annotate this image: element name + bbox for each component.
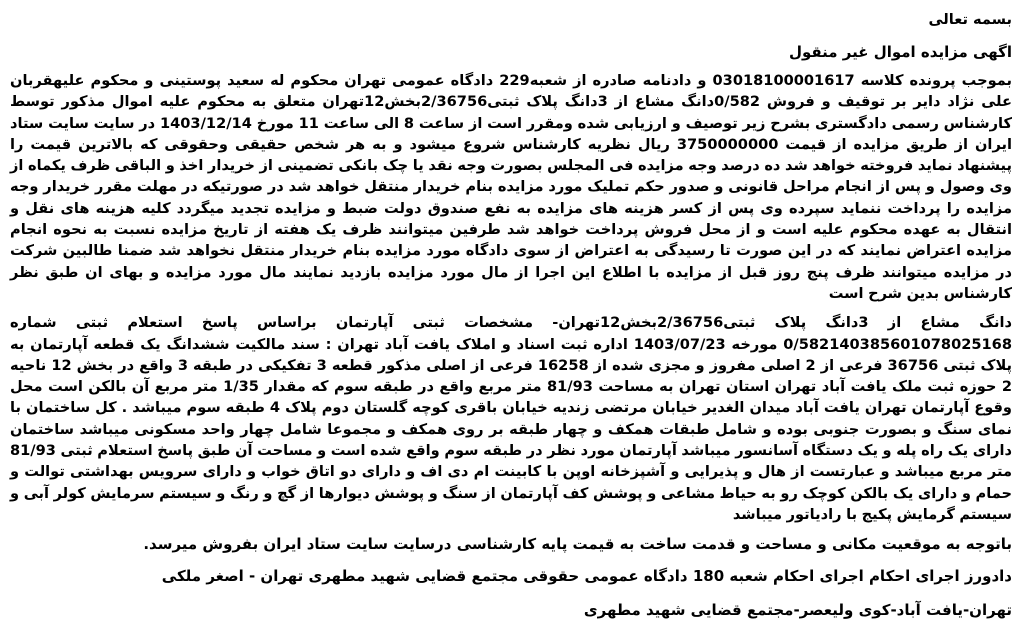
sale-basis-line: باتوجه به موقعیت مکانی و مساحت و قدمت ساخت به قیمت پایه کارشناسی درسایت سایت ستاد ایران بفروش میرسد. [143, 535, 1012, 554]
notice-title: اگهی مزایده اموال غیر منقول [788, 43, 1012, 61]
property-description-paragraph: دانگ مشاع از 3دانگ پلاک ثبتی2/36756بخش12تهران- مشخصات ثبتی آپارتمان براساس پاسخ استعلام ثبتی شماره 0/582140385601078025168 مورخه 1403/07/23 اداره ثبت اسناد و املاک یافت آباد تهران : سند مالکیت ششدانگ یک قطعه آپارتمان به پلاک ثبتی 36756 فرعی از 2 اصلی مفروز و مجزی شده از 16258 فرعی از اصلی مذکور قطعه 3 تفکیکی در طبقه 3 واقع در بخش 12 ناحیه 2 حوزه ثبت ملک یافت آباد تهران استان تهران به مساحت 81/93 متر مربع واقع در طبقه سوم که مقدار 1/35 متر مربع آن بالکن است محل وقوع آپارتمان تهران یافت آباد میدان الغدیر خیابان مرتضی زندیه خیابان باقری کوچه گلستان دوم پلاک 4 طبقه سوم میباشد . کل ساختمان با نمای سنگ و بصورت جنوبی بوده و شامل طبقات همکف و چهار طبقه بر روی همکف و مجموعا شامل چهار واحد مسکونی میباشد ساختمان دارای یک راه پله و یک دستگاه آسانسور میباشد آپارتمان مورد نظر در طبقه سوم واقع شده است و مساحت آن طبق پاسخ استعلام ثبتی 81/93 متر مربع میباشد و عبارتست از هال و پذیرایی و آشپزخانه اوپن با کابینت ام دی اف و دارای دو اتاق خواب و دارای سرویس بهداشتی توالت و حمام و دارای یک بالکن کوچک رو به حیاط مشاعی و پوشش کف آپارتمان از سنگ و پوشش دیوارها از گچ و رنگ و سیستم سرمایش کولر آبی و سیستم گرمایش پکیج با رادیاتور میباشد [10, 314, 1013, 523]
enforcement-officer-line: دادورز اجرای احکام اجرای احکام شعبه 180 دادگاه عمومی حقوقی مجتمع قضایی شهید مطهری تهران - اصغر ملکی [161, 567, 1012, 586]
auction-terms-paragraph: بموجب پرونده کلاسه 03018100001617 و دادنامه صادره از شعبه229 دادگاه عمومی تهران محکوم له سعید پوستینی و محکوم علیهقربان علی نژاد دایر بر توقیف و فروش 0/582دانگ مشاع از 3دانگ پلاک ثبتی2/36756بخش12تهران متعلق به محکوم علیه اموال مذکور توسط کارشناس رسمی دادگستری بشرح زیر توصیف و ارزیابی شده ومقرر است از ساعت 8 الی ساعت 11 مورخ 1403/12/14 در سایت سایت ستاد ایران از طریق مزایده از قیمت 3750000000 ریال نظریه کارشناس شروع میشود و به هر شخص حقیقی وحقوقی که بالاترین قیمت را پیشنهاد نماید فروخته خواهد شد ده درصد وجه مزایده فی المجلس بصورت وجه نقد یا چک بانکی تضمینی از خریدار اخذ و الباقی ظرف یکماه از وی وصول و پس از انجام مراحل قانونی و صدور حکم تملیک مورد مزایده بنام خریدار منتقل خواهد شد در صورتیکه در مهلت مقرر خریدار وجه مزایده را پرداخت ننماید سپرده وی پس از کسر هزینه های مزایده به نفع صندوق دولت ضبط و مزایده تجدید میگردد کلیه هزینه های نقل و انتقال به عهده محکوم علیه است و از محل فروش پرداخت خواهد شد طرفین میتوانند ظرف یک هفته از تاریخ مزایده نسبت به نحوه انجام مزایده اعتراض نمایند که در این صورت تا رسیدگی به اعتراض از سوی دادگاه مورد مزایده بنام خریدار منتقل نخواهد شد ضمنا طالبین شرکت در مزایده میتوانند ظرف پنج روز قبل از مزایده با اطلاع این اجرا از مال مورد مزایده بازدید نمایند مال مورد مزایده و بهای ان طبق نظر کارشناس بدین شرح است [10, 72, 1012, 302]
court-address-line: تهران-یافت آباد-کوی ولیعصر-مجتمع قضایی شهید مطهری [583, 601, 1012, 620]
invocation-heading: بسمه تعالی [928, 11, 1012, 28]
